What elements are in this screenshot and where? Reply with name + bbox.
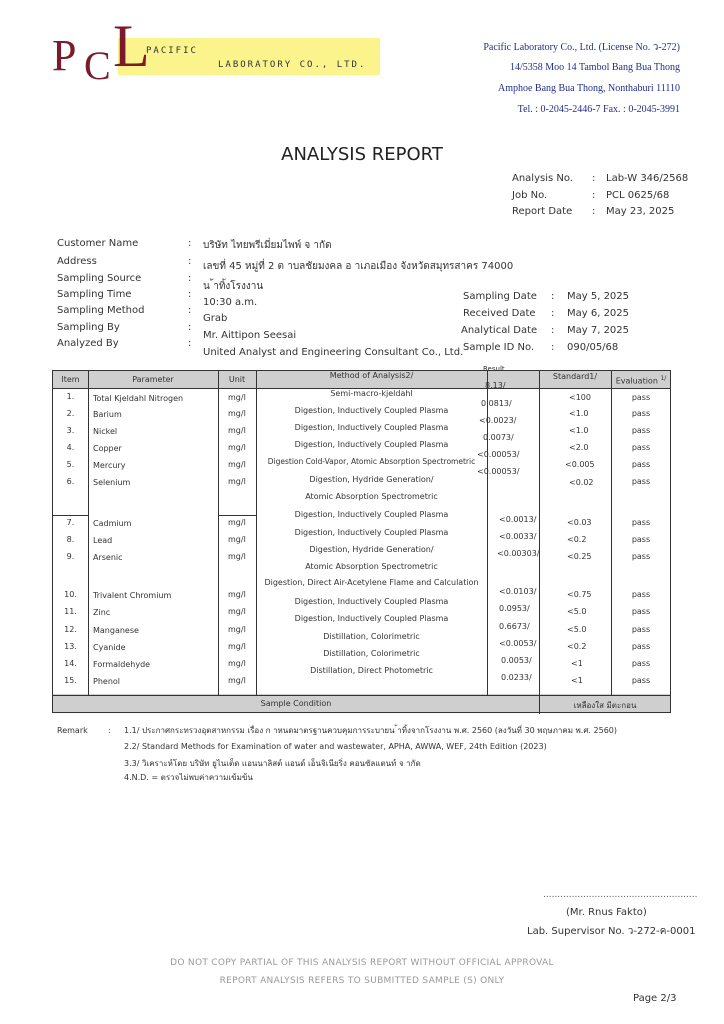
row-unit: mg/l [228,443,246,452]
row-parameter: Formaldehyde [93,660,151,669]
row-evaluation: pass [631,409,651,418]
sampling-by-value: Mr. Aittipon Seesai [203,330,297,341]
row-result: 0.0053/ [501,656,532,665]
received-date-label: Received Date [463,308,536,319]
row-unit: mg/l [228,552,246,561]
row-unit: mg/l [228,426,246,435]
row-evaluation: pass [631,518,651,527]
logo-text-laboratory: LABORATORY CO., LTD. [218,60,367,70]
page-number: Page 2/3 [633,993,677,1004]
colon: : [592,206,596,217]
row-evaluation: pass [631,676,651,685]
row-result: 0.6673/ [499,622,530,631]
row-method: Digestion, Hydride Generation/ [309,545,434,554]
colon: : [108,726,111,735]
header-standard: Standard1/ [552,372,598,381]
row-evaluation: pass [631,659,651,668]
row-standard: <1 [571,676,583,685]
row-parameter: Copper [93,444,122,453]
column-divider [218,371,219,696]
row-evaluation: pass [631,625,651,634]
row-evaluation: pass [631,443,651,452]
row-method: Digestion, Hydride Generation/ [309,475,434,484]
row-standard: <1.0 [569,426,589,435]
sampling-method-label: Sampling Method [57,305,145,316]
row-divider [53,515,88,516]
row-item: 1. [66,392,75,401]
row-parameter: Phenol [93,677,121,686]
sample-condition-label: Sample Condition [260,699,332,708]
row-item: 13. [64,642,77,651]
row-unit: mg/l [228,477,246,486]
column-divider [539,371,540,714]
row-unit: mg/l [228,518,246,527]
row-unit: mg/l [228,642,246,651]
logo-letter-p: P [52,31,77,80]
row-result: 0.0233/ [501,673,532,682]
row-unit: mg/l [228,393,246,402]
row-unit: mg/l [228,607,246,616]
colon: : [551,342,555,353]
row-unit: mg/l [228,659,246,668]
footer-disclaimer: DO NOT COPY PARTIAL OF THIS ANALYSIS REPORT WITHOUT OFFICIAL APPROVAL [170,958,554,968]
row-parameter: Arsenic [93,553,123,562]
row-method: Digestion, Inductively Coupled Plasma [294,597,449,606]
row-method: Distillation, Direct Photometric [310,666,433,675]
row-unit: mg/l [228,409,246,418]
customer-name-label: Customer Name [57,238,139,249]
header-evaluation-sup: 1/ [660,375,667,382]
row-parameter: Nickel [93,427,118,436]
row-item: 15. [64,676,77,685]
row-parameter: Lead [93,536,113,545]
row-standard: <0.25 [567,552,592,561]
remark-item: 4.N.D. = ตรวจไม่พบค่าความเข้มข้น [124,773,253,782]
row-evaluation: pass [631,590,651,599]
row-method: Digestion, Inductively Coupled Plasma [294,510,449,519]
signature-name: (Mr. Rnus Fakto) [566,907,647,918]
analysis-no-label: Analysis No. [512,173,573,184]
job-no-label: Job No. [512,190,548,201]
row-result: <0.0103/ [499,587,537,596]
header-item: Item [61,375,80,384]
colon: : [188,256,192,267]
analyzed-by-value: United Analyst and Engineering Consultant Co., Ltd. [203,347,464,358]
row-parameter: Cadmium [93,519,132,528]
address-line: Pacific Laboratory Co., Ltd. (License No. ว-272) [483,42,680,53]
row-item: 5. [66,460,75,469]
row-item: 14. [64,659,77,668]
row-method-line2: Atomic Absorption Spectrometric [305,492,438,501]
colon: : [592,173,596,184]
row-standard: <0.02 [569,478,594,487]
sampling-time-value: 10:30 a.m. [203,297,258,308]
row-item: 11. [64,607,77,616]
row-evaluation: pass [631,535,651,544]
column-divider [88,371,89,696]
row-parameter: Mercury [93,461,126,470]
header-evaluation-text: Evaluation [615,376,658,386]
row-evaluation: pass [631,393,651,402]
sample-id-label: Sample ID No. [463,342,535,353]
sampling-time-label: Sampling Time [57,289,132,300]
colon: : [188,322,192,333]
address-label: Address [57,256,97,267]
row-evaluation: pass [631,607,651,616]
row-method: Digestion, Inductively Coupled Plasma [294,614,449,623]
signature-title: Lab. Supervisor No. ว-272-ค-0001 [527,926,696,937]
row-item: 7. [66,518,75,527]
row-unit: mg/l [228,625,246,634]
logo-text-pacific: PACIFIC [146,46,198,56]
row-method: Semi-macro-kjeldahl [330,389,413,398]
row-standard: <100 [569,393,591,402]
row-method: Digestion, Inductively Coupled Plasma [294,406,449,415]
address-line: Amphoe Bang Bua Thong, Nonthaburi 11110 [497,83,680,94]
row-method-line2: Atomic Absorption Spectrometric [305,562,438,571]
row-method: Digestion, Direct Air-Acetylene Flame and Calculation [264,578,479,587]
footer-disclaimer: REPORT ANALYSIS REFERS TO SUBMITTED SAMPLE (S) ONLY [219,976,505,986]
row-result: <0.0033/ [499,532,537,541]
signature-line: ...................................................... [543,890,698,900]
row-parameter: Selenium [93,478,131,487]
row-method: Digestion Cold-Vapor, Atomic Absorption Spectrometric [267,457,476,466]
row-unit: mg/l [228,676,246,685]
row-parameter: Zinc [93,608,111,617]
analytical-date-value: May 7, 2025 [567,325,630,336]
customer-name-value: บริษัท ไทยพรีเมี่ยมไพพ์ จ ากัด [203,240,332,251]
results-table [52,365,671,713]
row-result: <0.00053/ [477,467,520,476]
row-item: 3. [66,426,75,435]
row-standard: <2.0 [569,443,589,452]
row-evaluation: pass [631,426,651,435]
colon: : [188,238,192,249]
row-item: 6. [66,477,75,486]
remark-item: 1.1/ ประกาศกระทรวงอุตสาหกรรม เรื่อง ก าหนดมาตรฐานควบคุมการระบายน ้าทิ้งจากโรงงาน พ.ศ. 2560 (ลงวันที่ 30 พฤษภาคม พ.ศ. 2560) [124,726,617,735]
logo-letter-l: L [113,13,150,79]
row-parameter: Total Kjeldahl Nitrogen [93,394,184,403]
row-evaluation: pass [631,642,651,651]
row-divider [53,695,670,696]
row-divider [218,515,256,516]
colon: : [551,291,555,302]
sampling-by-label: Sampling By [57,322,120,333]
row-standard: <0.75 [567,590,592,599]
remark-item: 3.3/ วิเคราะห์โดย บริษัท ยูไนเต็ด แอนนาลิสต์ แอนด์ เอ็นจิเนียริ่ง คอนซัลแตนท์ จ ากัด [124,759,421,768]
row-evaluation: pass [631,460,651,469]
row-method: Digestion, Inductively Coupled Plasma [294,423,449,432]
colon: : [551,308,555,319]
row-standard: <1.0 [569,409,589,418]
report-date-value: May 23, 2025 [606,206,675,217]
row-parameter: Manganese [93,626,139,635]
sample-id-value: 090/05/68 [567,342,619,353]
row-standard: <5.0 [567,607,587,616]
sampling-source-value: น ้าทิ้งโรงงาน [203,281,264,292]
row-standard: <5.0 [567,625,587,634]
address-line: Tel. : 0-2045-2446-7 Fax. : 0-2045-3991 [517,104,680,115]
row-standard: <0.2 [567,642,587,651]
row-result: <0.0053/ [499,639,537,648]
analysis-no-value: Lab-W 346/2568 [606,173,689,184]
row-result: 8.13/ [485,381,506,390]
row-item: 12. [64,625,77,634]
row-evaluation: pass [631,477,651,486]
row-parameter: Trivalent Chromium [93,591,172,600]
header-parameter: Parameter [132,375,174,384]
row-item: 10. [64,590,77,599]
remark-label: Remark [57,726,88,735]
row-method: Distillation, Colorimetric [323,649,420,658]
row-result: <0.00053/ [477,450,520,459]
sample-condition-value: เหลืองใส มีตะกอน [573,701,637,710]
row-result: 0.0953/ [499,604,530,613]
analytical-date-label: Analytical Date [461,325,538,336]
row-method: Digestion, Inductively Coupled Plasma [294,528,449,537]
row-standard: <0.005 [565,460,595,469]
colon: : [188,338,192,349]
row-method: Distillation, Colorimetric [323,632,420,641]
header-evaluation [611,375,671,386]
header-result: Result [483,365,505,373]
colon: : [188,289,192,300]
header-unit: Unit [228,375,246,384]
row-item: 8. [66,535,75,544]
row-result: <0.00303/ [497,549,540,558]
header-method: Method of Analysis2/ [329,371,414,380]
remark-item: 2.2/ Standard Methods for Examination of water and wastewater, APHA, AWWA, WEF, 24th Edition (2023) [124,742,547,751]
row-item: 2. [66,409,75,418]
address-value: เลขที่ 45 หมู่ที่ 2 ต าบลชัยมงคล อ าเภอเมือง จังหวัดสมุทรสาคร 74000 [203,261,514,272]
sampling-method-value: Grab [203,313,228,324]
report-date-label: Report Date [512,206,573,217]
sampling-date-value: May 5, 2025 [567,291,630,302]
job-no-value: PCL 0625/68 [606,190,670,201]
row-method: Digestion, Inductively Coupled Plasma [294,440,449,449]
row-item: 9. [66,552,75,561]
page-title: ANALYSIS REPORT [281,144,443,165]
analyzed-by-label: Analyzed By [57,338,119,349]
row-parameter: Cyanide [93,643,126,652]
row-standard: <1 [571,659,583,668]
row-result: 0.0073/ [483,433,514,442]
row-parameter: Barium [93,410,122,419]
row-unit: mg/l [228,535,246,544]
row-result: 0.0813/ [481,399,512,408]
row-result: <0.0013/ [499,515,537,524]
colon: : [551,325,555,336]
received-date-value: May 6, 2025 [567,308,630,319]
colon: : [188,273,192,284]
colon: : [592,190,596,201]
logo-letter-c: C [84,43,111,88]
row-unit: mg/l [228,460,246,469]
sampling-source-label: Sampling Source [57,273,142,284]
colon: : [188,305,192,316]
row-item: 4. [66,443,75,452]
row-evaluation: pass [631,552,651,561]
row-unit: mg/l [228,590,246,599]
row-result: <0.0023/ [479,416,517,425]
address-line: 14/5358 Moo 14 Tambol Bang Bua Thong [509,62,680,73]
sampling-date-label: Sampling Date [463,291,537,302]
row-standard: <0.03 [567,518,592,527]
row-standard: <0.2 [567,535,587,544]
